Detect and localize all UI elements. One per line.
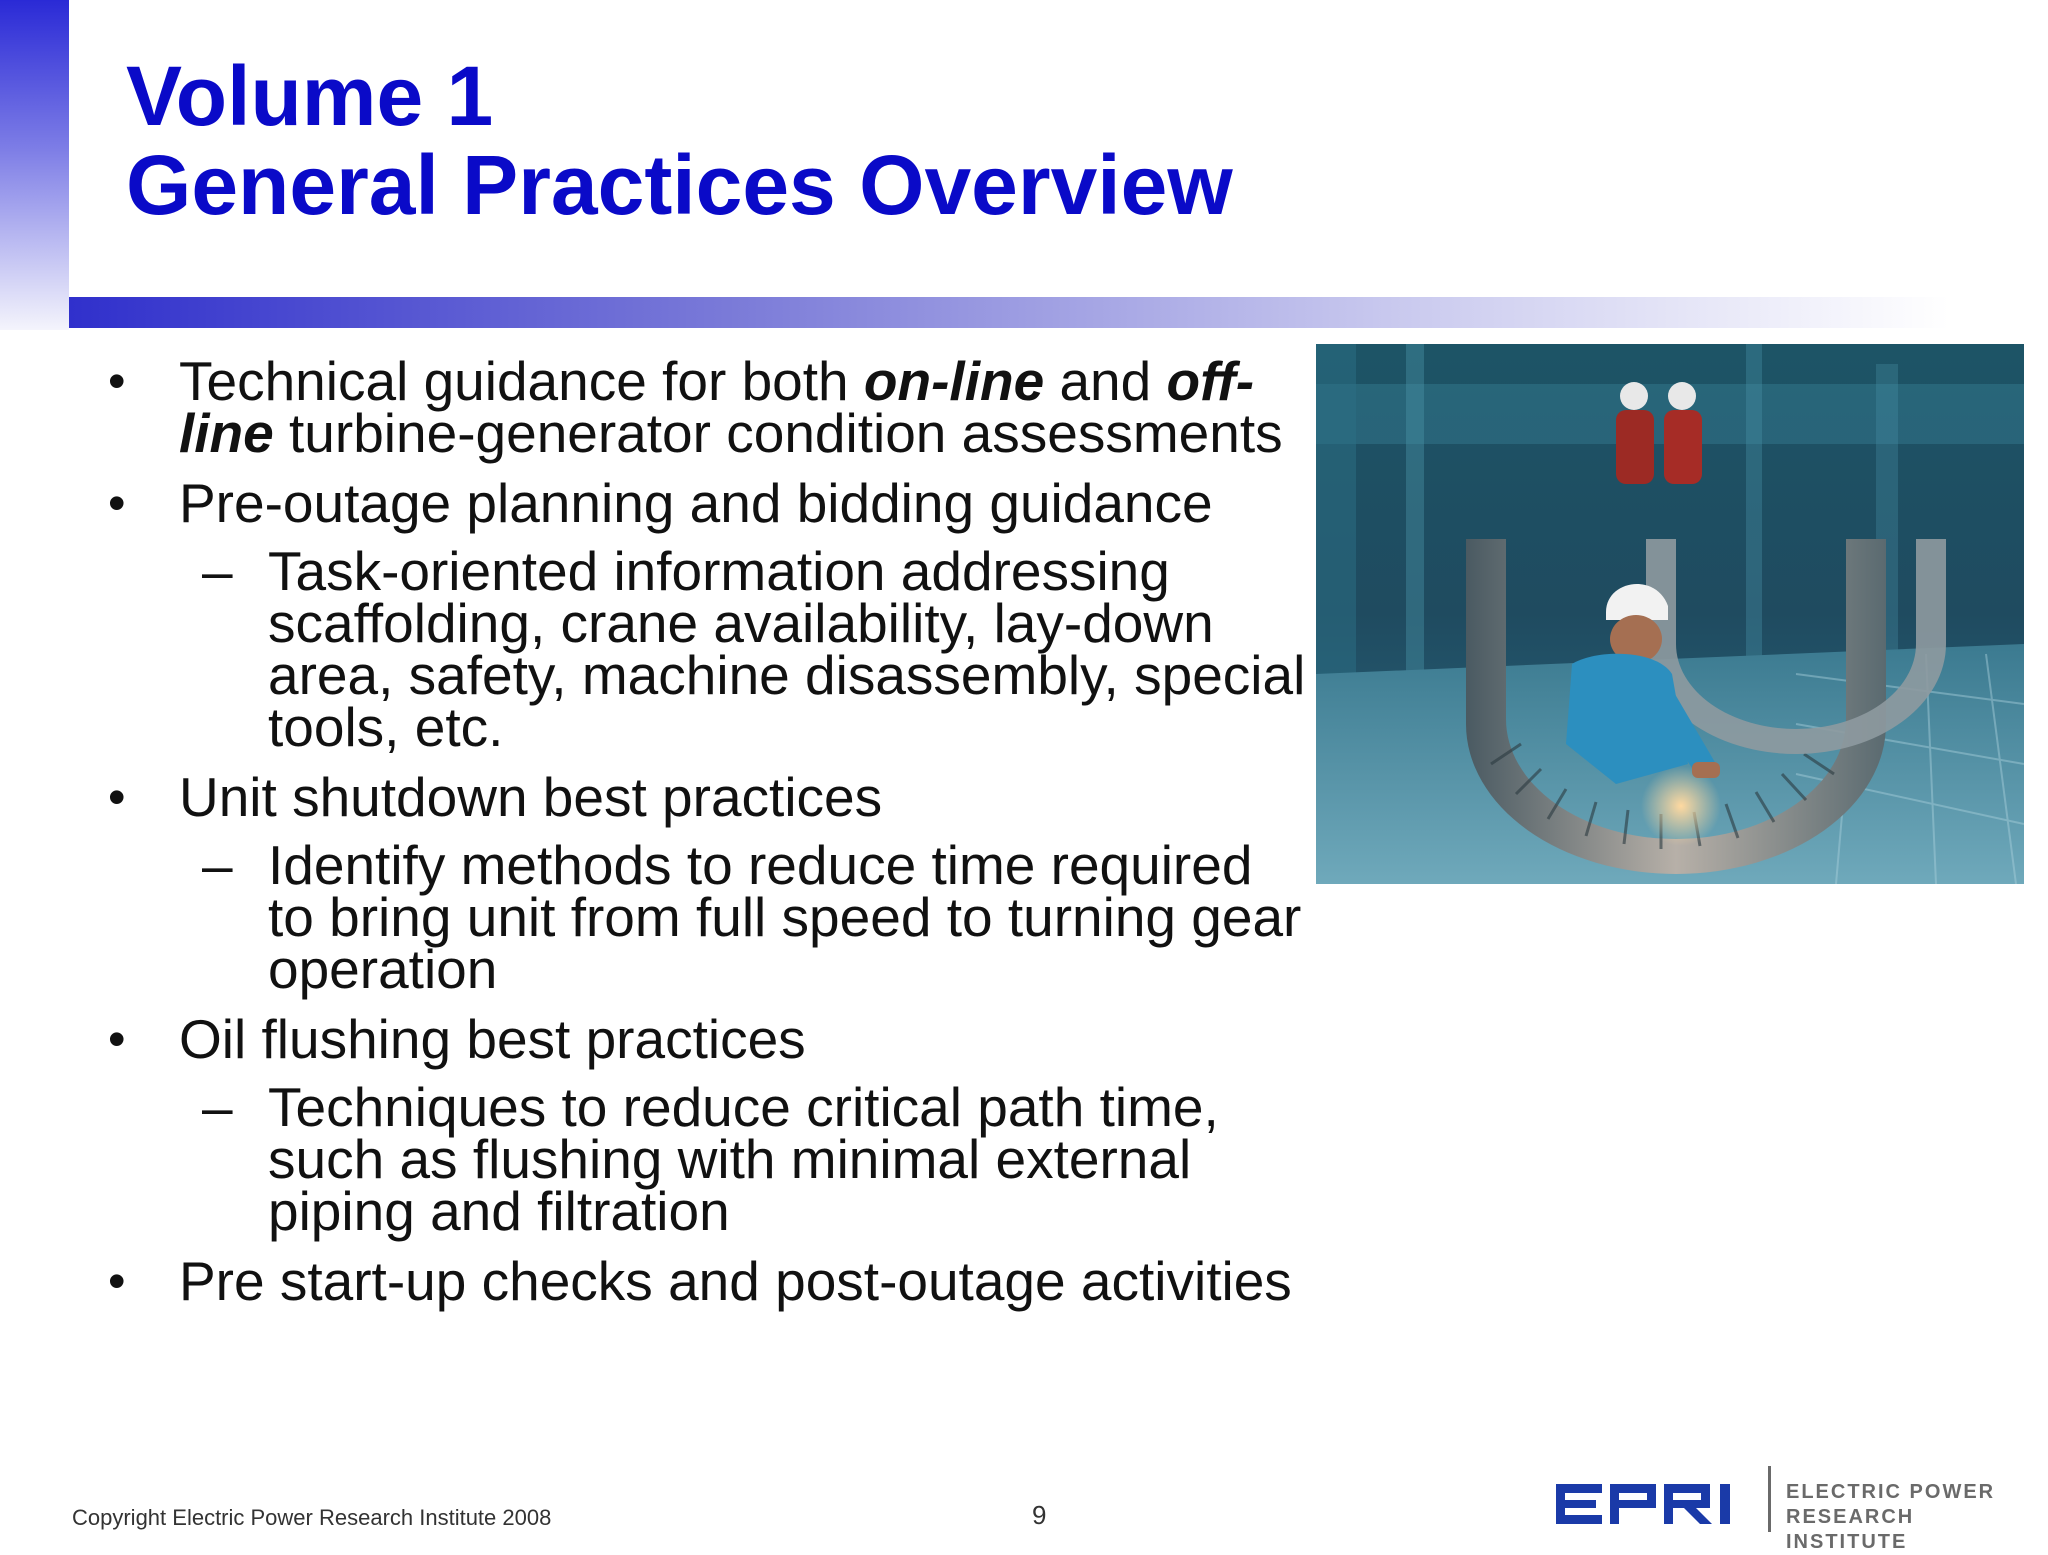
epri-logo-mark bbox=[1556, 1462, 1766, 1536]
turbine-worker-photo bbox=[1316, 344, 2024, 884]
bullet-item bbox=[108, 350, 1308, 464]
title-underline-bar bbox=[69, 297, 1949, 328]
bullet-text: and bbox=[1044, 350, 1167, 412]
epri-logo bbox=[1556, 1462, 2016, 1553]
bullet-item: • Pre start-up checks and post-outage activities bbox=[108, 1255, 1308, 1307]
logo-wordmark bbox=[1786, 1480, 2016, 1555]
bullet-text: Technical guidance for both bbox=[179, 350, 864, 412]
bullet-text: turbine-generator condition assessments bbox=[273, 402, 1283, 464]
left-accent-bar bbox=[0, 0, 69, 330]
sub-bullet-item: – Techniques to reduce critical path time, such as flushing with minimal external piping and filtration bbox=[108, 1081, 1308, 1237]
bullet-emphasis-offline: off-line bbox=[179, 350, 1255, 464]
bullet-item: • Pre-outage planning and bidding guidance bbox=[108, 477, 1308, 529]
logo-line-2: RESEARCH INSTITUTE bbox=[1786, 1506, 1915, 1553]
page-number: 9 bbox=[1032, 1500, 1047, 1530]
bullet-item: • Oil flushing best practices bbox=[108, 1013, 1308, 1065]
sub-bullet-item: – Task-oriented information addressing scaffolding, crane availability, lay-down area, safety, machine disassembly, special tools, etc. bbox=[108, 545, 1308, 753]
bullet-list bbox=[108, 350, 1308, 1312]
logo-divider bbox=[1768, 1466, 1771, 1532]
logo-line-1: ELECTRIC POWER bbox=[1786, 1481, 1996, 1503]
sub-bullet-item: – Identify methods to reduce time required to bring unit from full speed to turning gear operation bbox=[108, 839, 1308, 995]
bullet-item: • Unit shutdown best practices bbox=[108, 771, 1308, 823]
slide-title-line-2: General Practices Overview bbox=[126, 138, 1233, 232]
footer-copyright: Copyright Electric Power Research Institute 2008 bbox=[72, 1505, 552, 1530]
bullet-emphasis-online: on-line bbox=[863, 350, 1045, 412]
slide-title-line-1: Volume 1 bbox=[126, 49, 494, 143]
slide-title bbox=[126, 49, 1233, 232]
